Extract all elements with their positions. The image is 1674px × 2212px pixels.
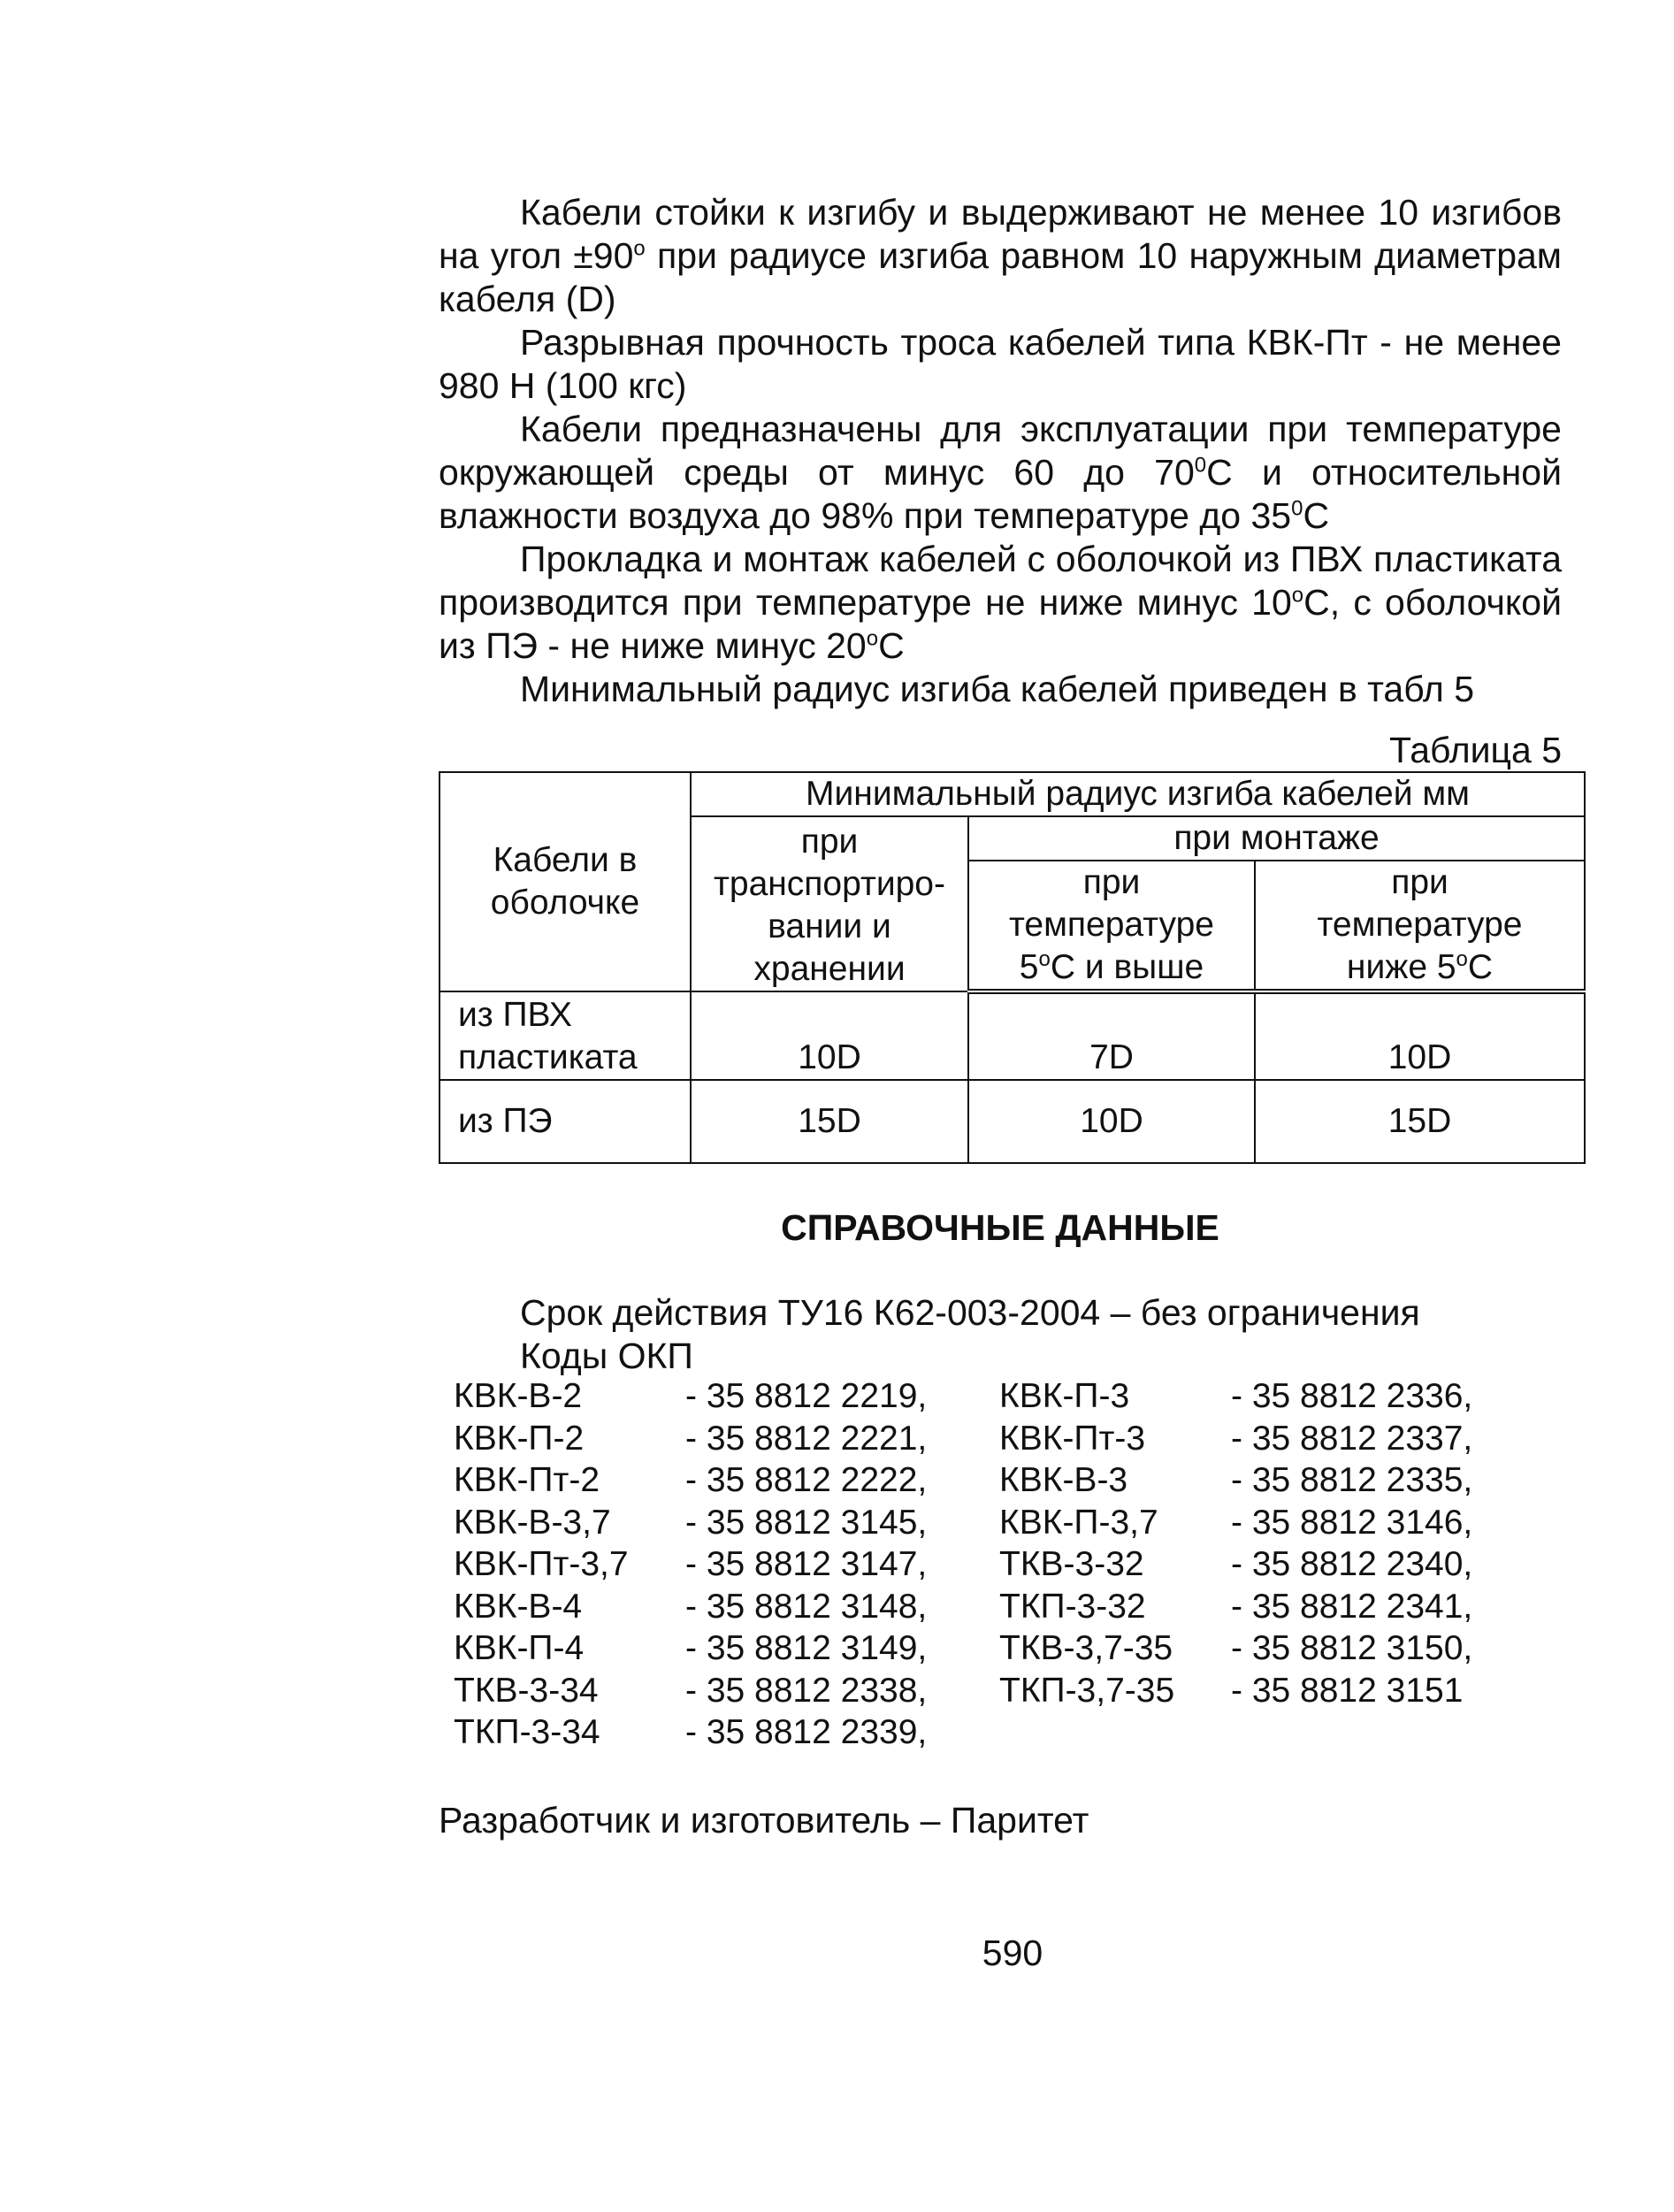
list-item: КВК-В-4 - 35 8812 3148, ТКП-3-32 - 35 8812 2341, [454,1587,1473,1626]
header-mounting-above-5c: при температуре 5$^o$С и выше [968,861,1255,991]
list-item: ТКП-3-34 - 35 8812 2339, [454,1713,928,1751]
body-text [439,191,1562,711]
paragraph-operating-conditions: Кабели предназначены для эксплуатации при температуре окружающей среды от минус 60 до $70^0С$ и относительной влажности воздуха до 98% при температуре до $35^0С$ [439,409,1562,536]
header-cable-sheath: Кабели в оболочке [440,772,691,991]
cell-transport: 10D [691,991,968,1080]
bend-radius-table [439,771,1586,1164]
developer-manufacturer: Разработчик и изготовитель – Паритет [439,1800,1089,1841]
list-item: ТКВ-3-34 - 35 8812 2338, ТКП-3,7-35 - 35 8812 3151 [454,1671,1464,1710]
paragraph-installation: Прокладка и монтаж кабелей с оболочкой из ПВХ пластиката производится при температуре не ниже минус 10$^o$С, с оболочкой из ПЭ - не ниже минус 20$^o$С [439,539,1562,666]
table-row [440,991,1585,1080]
header-mounting: при монтаже [968,816,1585,861]
validity-block [520,1291,1420,1378]
paragraph-table-reference: Минимальный радиус изгиба кабелей приведен в табл 5 [520,669,1474,709]
table-caption: Таблица 5 [1389,730,1562,770]
header-mounting-below-5c: при температуре ниже 5$^o$С [1255,861,1585,991]
cell-transport: 15D [691,1080,968,1163]
list-item: КВК-П-4 - 35 8812 3149, ТКВ-3,7-35 - 35 8812 3150, [454,1629,1473,1667]
validity-text: Срок действия ТУ16 К62-003-2004 – без ограничения [520,1292,1420,1333]
paragraph-breaking-strength: Разрывная прочность троса кабелей типа КВК-Пт - не менее 980 Н (100 кгс) [439,322,1562,406]
list-item: КВК-В-3,7 - 35 8812 3145, КВК-П-3,7 - 35 8812 3146, [454,1503,1473,1542]
cell-cable-pvc: из ПВХ пластиката [440,991,691,1080]
table-row [440,1080,1585,1163]
list-item: КВК-Пт-3,7 - 35 8812 3147, ТКВ-3-32 - 35 8812 2340, [454,1545,1473,1583]
page-number: 590 [982,1933,1043,1973]
okp-codes-list [454,1375,1514,1754]
list-item: КВК-В-2 - 35 8812 2219, КВК-П-3 - 35 8812 2336, [454,1377,1473,1415]
paragraph-bend-resistance: Кабели стойки к изгибу и выдерживают не менее 10 изгибов на угол $\pm 90^o$ при радиусе изгиба равном 10 наружным диаметрам кабеля (D) [439,192,1562,319]
cell-mount-below: 10D [1255,991,1585,1080]
cell-mount-above: 7D [968,991,1255,1080]
cell-mount-above: 10D [968,1080,1255,1163]
cell-cable-pe: из ПЭ [440,1080,691,1163]
list-item: КВК-Пт-2 - 35 8812 2222, КВК-В-3 - 35 8812 2335, [454,1461,1473,1499]
header-min-bend-radius: Минимальный радиус изгиба кабелей мм [691,772,1585,816]
header-transport-storage: при транспортиро- вании и хранении [691,816,968,991]
okp-label: Коды ОКП [520,1336,693,1376]
cell-mount-below: 15D [1255,1080,1585,1163]
list-item: КВК-П-2 - 35 8812 2221, КВК-Пт-3 - 35 8812 2337, [454,1419,1473,1458]
section-title: СПРАВОЧНЫЕ ДАННЫЕ [781,1207,1219,1248]
